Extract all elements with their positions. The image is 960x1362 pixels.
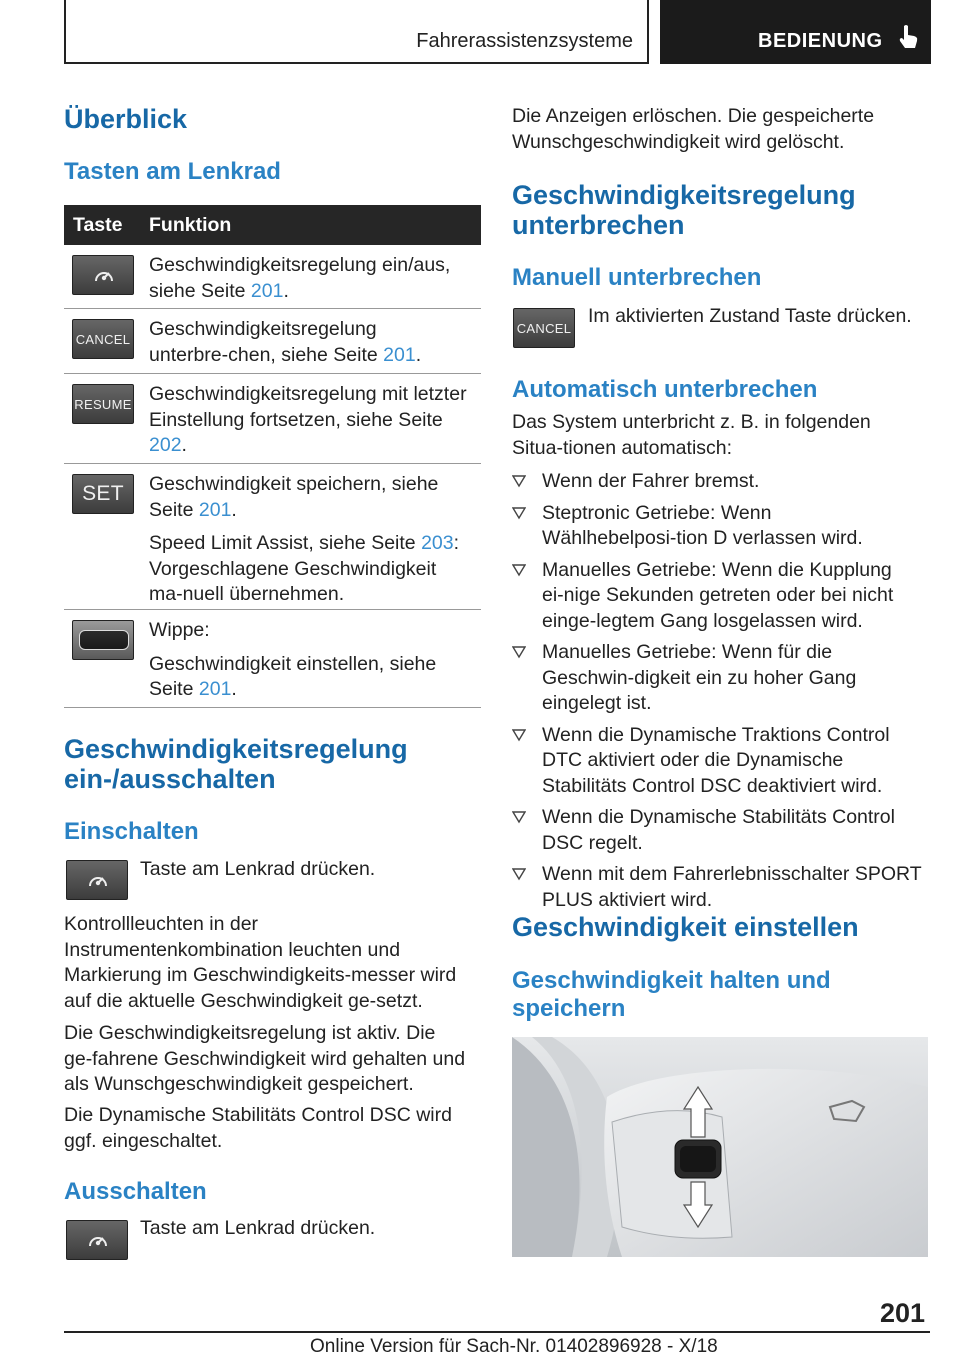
table-cell-function: Geschwindigkeitsregelung mit letzter Einstellung fortsetzen, siehe Seite 202. — [149, 383, 467, 456]
triangle-bullet-icon — [512, 474, 526, 488]
table-row — [64, 245, 481, 309]
header-chapter-box — [660, 0, 931, 64]
triangle-bullet-icon — [512, 728, 526, 742]
hand-pointer-icon — [898, 24, 920, 50]
heading-on-off: Geschwindigkeitsregelung ein‑/ausschalten — [64, 734, 408, 794]
footer-online-version: Online Version für Sach-Nr. 01402896928 - X/18 — [310, 1336, 718, 1357]
list-item: Manuelles Getriebe: Wenn die Kupplung ei‑nige Sekunden getreten oder bei nicht einge‑legtem Gang losgelassen wird. — [512, 558, 930, 635]
buttons-table — [64, 205, 481, 708]
page-link[interactable]: 201 — [250, 279, 284, 302]
list-item: Steptronic Getriebe: Wenn Wählhebelposi‑tion D verlassen wird. — [512, 501, 930, 552]
heading-auto: Automatisch unterbrechen — [512, 376, 818, 403]
cruise-control-icon — [86, 869, 110, 893]
heading-einschalten: Einschalten — [64, 818, 199, 845]
paragraph: Die Anzeigen erlöschen. Die gespeicherte Wunschgeschwindigkeit wird gelöscht. — [512, 105, 875, 153]
table-cell-function: Geschwindigkeit speichern, siehe Seite 201. Speed Limit Assist, siehe Seite 203: Vorgeschlagene Geschwindigkeit ma‑nuell übernehmen. — [149, 473, 460, 605]
list-item: Wenn mit dem Fahrerlebnisschalter SPORT PLUS aktiviert wird. — [512, 862, 930, 913]
table-header-function: Funktion — [149, 214, 232, 236]
page-link[interactable]: 202 — [149, 434, 182, 456]
page-link[interactable]: 203 — [421, 532, 454, 554]
table-row — [64, 374, 481, 464]
cruise-control-icon — [86, 1229, 110, 1253]
table-header-key: Taste — [73, 214, 123, 236]
steering-wheel-controls-icon — [512, 1037, 928, 1257]
header-section-box — [64, 0, 649, 64]
cruise-control-icon — [92, 264, 116, 288]
table-cell-function: Geschwindigkeitsregelung ein/aus, siehe Seite 201. — [149, 254, 451, 302]
heading-ausschalten: Ausschalten — [64, 1178, 207, 1205]
paragraph: Kontrollleuchten in der Instrumentenkombination leuchten und Markierung im Geschwindigkeits‑messer wird auf die aktuelle Geschwindigkeit ge‑setzt. — [64, 913, 457, 1012]
section-subtitle: Tasten am Lenkrad — [64, 158, 281, 185]
list-item: Wenn die Dynamische Traktions Control DTC aktiviert oder die Dynamische Stabilitäts Control DSC deaktiviert wird. — [512, 723, 930, 800]
table-cell-function: Geschwindigkeitsregelung unterbre‑chen, siehe Seite 201. — [149, 318, 422, 366]
table-row — [64, 464, 481, 610]
header-section-title: Fahrerassistenzsysteme — [416, 30, 633, 52]
off-instruction: Taste am Lenkrad drücken. — [140, 1217, 376, 1239]
paragraph: Die Dynamische Stabilitäts Control DSC wird ggf. eingeschaltet. — [64, 1104, 452, 1152]
triangle-bullet-icon — [512, 563, 526, 577]
heading-manual: Manuell unterbrechen — [512, 264, 762, 291]
triangle-bullet-icon — [512, 506, 526, 520]
cruise-control-button — [66, 860, 128, 900]
cancel-button: CANCEL — [513, 308, 575, 348]
table-row — [64, 309, 481, 374]
table-cell-function: Wippe: Geschwindigkeit einstellen, siehe Seite 201. — [149, 619, 437, 700]
steering-wheel-illustration — [512, 1037, 928, 1257]
page-title: Überblick — [64, 104, 188, 134]
page-link[interactable]: 201 — [198, 678, 232, 700]
bullet-list — [512, 469, 930, 919]
footer-divider — [64, 1331, 930, 1333]
triangle-bullet-icon — [512, 645, 526, 659]
header-chapter-title: BEDIENUNG — [758, 30, 883, 52]
heading-hold-speed: Geschwindigkeit halten und speichern — [512, 967, 831, 1022]
page-link[interactable]: 201 — [198, 498, 232, 521]
heading-interrupt: Geschwindigkeitsregelung unterbrechen — [512, 180, 856, 240]
list-item: Manuelles Getriebe: Wenn für die Geschwin‑digkeit ein zu hoher Gang eingelegt ist. — [512, 640, 930, 717]
paragraph: Die Geschwindigkeitsregelung ist aktiv. Die ge‑fahrene Geschwindigkeit wird gehalten und als Wunschgeschwindigkeit gespeichert. — [64, 1022, 466, 1095]
table-row — [64, 610, 481, 708]
manual-instruction: Im aktivierten Zustand Taste drücken. — [588, 305, 912, 327]
triangle-bullet-icon — [512, 810, 526, 824]
cruise-control-button — [72, 255, 134, 295]
list-item: Wenn der Fahrer bremst. — [512, 469, 930, 495]
cruise-control-button — [66, 1220, 128, 1260]
resume-button: RESUME — [72, 384, 134, 424]
list-item: Wenn die Dynamische Stabilitäts Control DSC regelt. — [512, 805, 930, 856]
table-header — [64, 205, 481, 245]
page-number: 201 — [880, 1298, 926, 1328]
on-instruction: Taste am Lenkrad drücken. — [140, 858, 376, 880]
paragraph: Das System unterbricht z. B. in folgenden Situa‑tionen automatisch: — [512, 411, 871, 459]
triangle-bullet-icon — [512, 867, 526, 881]
page-link[interactable]: 201 — [383, 343, 416, 366]
cancel-button: CANCEL — [72, 319, 134, 359]
heading-set-speed: Geschwindigkeit einstellen — [512, 912, 859, 942]
rocker-switch-icon — [72, 620, 134, 660]
set-button: SET — [72, 474, 134, 514]
